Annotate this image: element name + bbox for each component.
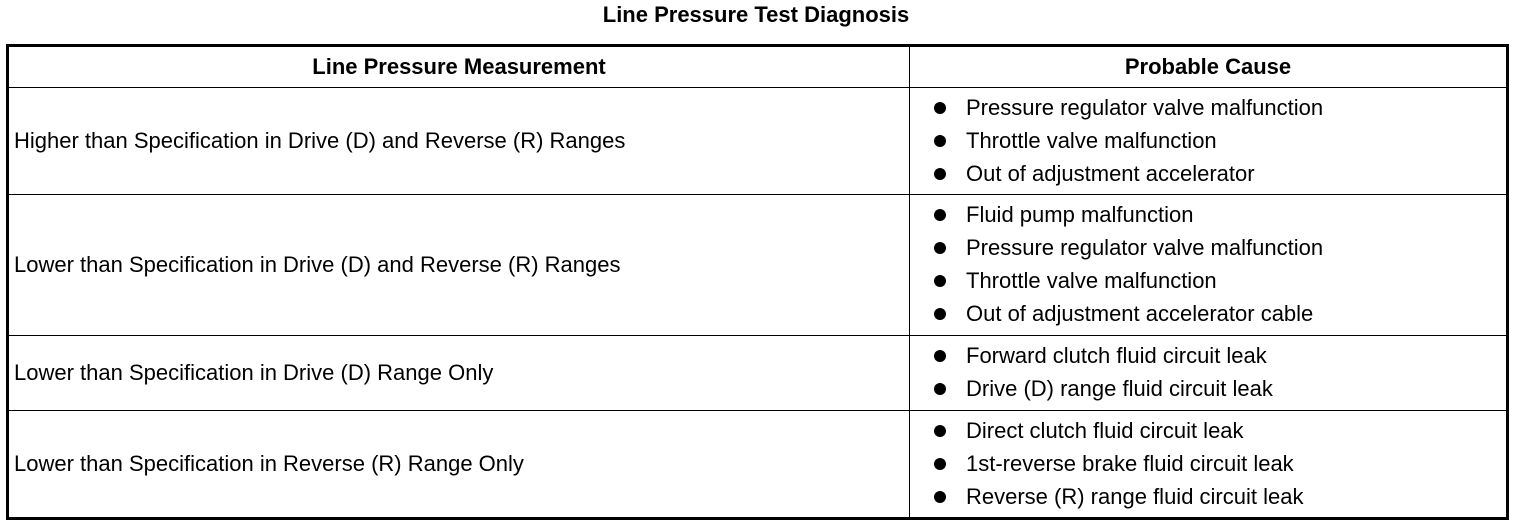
list-item: [910, 298, 1506, 331]
page-title: Line Pressure Test Diagnosis: [602, 2, 910, 27]
table-row: [8, 336, 1508, 411]
list-item: [910, 414, 1506, 447]
table-row: [8, 88, 1508, 195]
cause-text: Fluid pump malfunction: [966, 202, 1194, 227]
bullet-icon: [934, 458, 946, 470]
list-item: [910, 265, 1506, 298]
bullet-icon: [934, 275, 946, 287]
bullet-icon: [934, 135, 946, 147]
list-item: [910, 340, 1506, 373]
table-row: [8, 195, 1508, 336]
cause-list: [910, 340, 1506, 406]
list-item: [910, 480, 1506, 513]
cause-cell: [910, 336, 1508, 411]
cause-text: Drive (D) range fluid circuit leak: [966, 376, 1273, 401]
list-item: [910, 124, 1506, 157]
cause-text: 1st-reverse brake fluid circuit leak: [966, 450, 1294, 476]
bullet-icon: [934, 350, 946, 362]
bullet-icon: [934, 383, 946, 395]
measurement-cell: Lower than Specification in Drive (D) and Reverse (R) Ranges: [8, 195, 910, 336]
cause-text: Out of adjustment accelerator: [966, 160, 1255, 186]
cause-text: Forward clutch fluid circuit leak: [966, 343, 1267, 368]
table-header-row: [8, 46, 1508, 88]
measurement-cell: Higher than Specification in Drive (D) and Reverse (R) Ranges: [8, 88, 910, 195]
list-item: [910, 91, 1506, 124]
list-item: [910, 232, 1506, 265]
cause-text: Out of adjustment accelerator cable: [966, 301, 1314, 326]
cause-text: Direct clutch fluid circuit leak: [966, 417, 1244, 443]
cause-text: Pressure regulator valve malfunction: [966, 235, 1324, 260]
cause-text: Reverse (R) range fluid circuit leak: [966, 483, 1304, 509]
cause-cell: [910, 88, 1508, 195]
cause-list: [910, 199, 1506, 331]
diagnosis-table: [6, 44, 1509, 520]
bullet-icon: [934, 209, 946, 221]
cause-cell: [910, 195, 1508, 336]
bullet-icon: [934, 491, 946, 503]
cause-text: Pressure regulator valve malfunction: [966, 94, 1324, 120]
cause-list: [910, 414, 1506, 513]
bullet-icon: [934, 102, 946, 114]
cause-text: Throttle valve malfunction: [966, 268, 1217, 293]
bullet-icon: [934, 242, 946, 254]
measurement-cell: Lower than Specification in Drive (D) Range Only: [8, 336, 910, 411]
bullet-icon: [934, 168, 946, 180]
cause-list: [910, 91, 1506, 190]
list-item: [910, 447, 1506, 480]
cause-cell: [910, 411, 1508, 519]
table-row: [8, 411, 1508, 519]
bullet-icon: [934, 308, 946, 320]
column-header-measurement: Line Pressure Measurement: [8, 46, 910, 88]
bullet-icon: [934, 425, 946, 437]
list-item: [910, 199, 1506, 232]
list-item: [910, 157, 1506, 190]
column-header-probable-cause: Probable Cause: [910, 46, 1508, 88]
cause-text: Throttle valve malfunction: [966, 127, 1217, 153]
list-item: [910, 373, 1506, 406]
measurement-cell: Lower than Specification in Reverse (R) Range Only: [8, 411, 910, 519]
